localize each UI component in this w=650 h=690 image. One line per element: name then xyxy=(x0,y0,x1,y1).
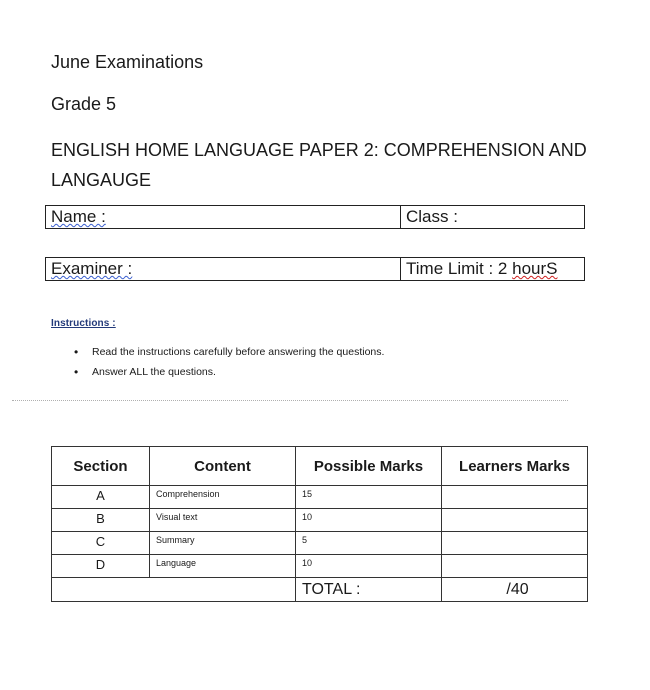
page-break-divider xyxy=(12,400,568,401)
table-row xyxy=(52,532,588,555)
possible-marks-cell: 15 xyxy=(296,486,442,509)
class-label: Class : xyxy=(406,207,458,226)
class-field[interactable] xyxy=(401,206,584,228)
table-header-row xyxy=(52,447,588,486)
spellcheck-word: hourS xyxy=(512,259,558,278)
name-label: Name : xyxy=(51,207,106,226)
section-cell: D xyxy=(52,555,150,578)
learners-marks-cell[interactable] xyxy=(442,509,588,532)
marks-table xyxy=(51,446,588,602)
examiner-time-box xyxy=(45,257,585,281)
exam-title: June Examinations xyxy=(51,52,204,72)
total-spacer xyxy=(52,578,296,602)
possible-marks-cell: 10 xyxy=(296,509,442,532)
header-learners-marks: Learners Marks xyxy=(442,447,588,486)
name-field[interactable] xyxy=(46,206,401,228)
section-cell: C xyxy=(52,532,150,555)
table-row xyxy=(52,486,588,509)
paper-title: ENGLISH HOME LANGUAGE PAPER 2: COMPREHENSION AND LANGAUGE xyxy=(51,140,587,190)
content-cell: Comprehension xyxy=(150,486,296,509)
possible-marks-cell: 10 xyxy=(296,555,442,578)
content-cell: Language xyxy=(150,555,296,578)
time-limit-field[interactable] xyxy=(401,258,584,280)
total-row xyxy=(52,578,588,602)
content-cell: Summary xyxy=(150,532,296,555)
learners-marks-cell[interactable] xyxy=(442,555,588,578)
section-cell: B xyxy=(52,509,150,532)
instructions-heading: Instructions : xyxy=(51,318,116,329)
learners-marks-cell[interactable] xyxy=(442,486,588,509)
examiner-label: Examiner : xyxy=(51,259,133,278)
table-row xyxy=(52,509,588,532)
name-class-box xyxy=(45,205,585,229)
header-content: Content xyxy=(150,447,296,486)
instruction-item: • Read the instructions carefully before answering the questions. xyxy=(72,346,384,358)
header-section: Section xyxy=(52,447,150,486)
grade-label: Grade 5 xyxy=(51,94,117,114)
possible-marks-cell: 5 xyxy=(296,532,442,555)
table-row xyxy=(52,555,588,578)
content-cell: Visual text xyxy=(150,509,296,532)
instructions-list xyxy=(72,346,384,386)
instruction-item: • Answer ALL the questions. xyxy=(72,366,384,378)
examiner-field[interactable] xyxy=(46,258,401,280)
learners-marks-cell[interactable] xyxy=(442,532,588,555)
header-possible-marks: Possible Marks xyxy=(296,447,442,486)
total-label: TOTAL : xyxy=(296,578,442,602)
total-value[interactable]: /40 xyxy=(442,578,588,602)
section-cell: A xyxy=(52,486,150,509)
time-limit-label: Time Limit : 2 hourS xyxy=(406,259,558,278)
